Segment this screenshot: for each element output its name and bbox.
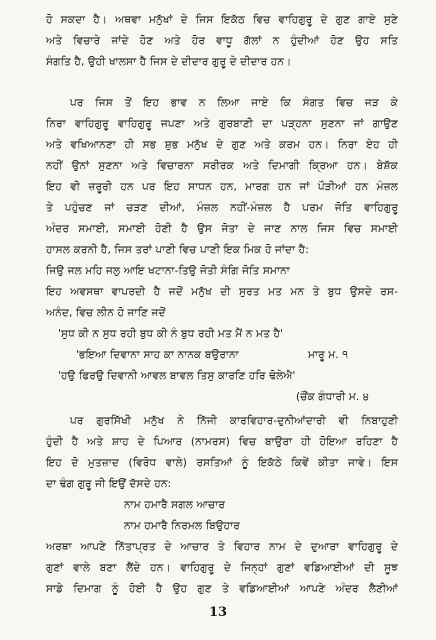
scripture-quote: 'ਹਉ ਫਿਰਉ ਦਿਵਾਨੀ ਆਵਲ ਬਾਵਲ ਤਿਸੁ ਕਾਰਣਿ ਹਰਿ ਢੋਲੇਐ' (58, 370, 296, 382)
page-number: 13 (208, 605, 228, 620)
text-line: ਗੁਣਾਂ ਵਾਲੇ ਬਣਾ ਲੈਂਦੇ ਹਨ। ਵਾਹਿਗੁਰੂ ਦੇ ਜਿਨ੍ਹਾਂ ਗੁਣਾਂ ਵਡਿਆਈਆਂ ਦੀ ਸੂਝ (46, 562, 398, 574)
text-line: ਨਹੀਂ ਉਨਾਂ ਸੁਣਨਾ ਅਤੇ ਵਿਚਾਰਨਾ ਸਰੀਰਕ ਅਤੇ ਦਿਮਾਗੀ ਕ੍ਰਿਆ ਹਨ। ਬੇਸ਼ੱਕ (46, 160, 398, 172)
quote-reference: ਮਾਰੂ ਮ. ੧ (308, 349, 349, 361)
scripture-quote: ਜਿਉ ਜਲ ਮਹਿ ਜਲੁ ਆਇ ਖਟਾਨਾ-ਤਿਉ ਜੋਤੀ ਸੰਗਿ ਜੋਤਿ ਸਮਾਨਾ (46, 265, 290, 277)
scripture-quote: 'ਭਇਆ ਦਿਵਾਨਾ ਸਾਹ ਕਾ ਨਾਨਕ ਬਉਰਾਨਾ (76, 349, 239, 361)
text-line: ਸਾਡੇ ਦਿਮਾਗ ਨੂੰ ਹੋਈ ਹੈ ਉਹ ਗੁਣ ਤੇ ਵਡਿਆਈਆਂ ਆਪਣੇ ਅੰਦਰ ਲੈਣੀਆਂ (46, 583, 398, 595)
scripture-quote: ਨਾਮ ਹਮਾਰੈ ਨਿਰਮਲ ਬਿਉਹਾਰ (124, 520, 240, 532)
text-line: ਅਨੰਦ, ਵਿਚ ਲੀਨ ਹੋ ਜਾਣਿ ਜਦੋਂ (46, 307, 166, 319)
text-line: ਇਹ ਅਵਸਥਾ ਵਾਪਰਦੀ ਹੈ ਜਦੋਂ ਮਨੁੱਖ ਦੀ ਸੁਰਤ ਮਤ ਮਨ ਤੇ ਬੁਧ ਉਸਦੇ ਰਸ- (46, 286, 398, 298)
scripture-quote: ਨਾਮ ਹਮਾਰੈ ਸਗਲ ਆਚਾਰ (124, 499, 226, 511)
text-line: ਸੰਗਤਿ ਹੈ, ਉਹੀ ਖਾਲਸਾ ਹੈ ਜਿਸ ਦੇ ਦੀਦਾਰ ਗੁਰੂ ਦੇ ਦੀਦਾਰ ਹਨ। (46, 56, 292, 68)
scripture-quote: 'ਸੁਧ ਕੀ ਨ ਸੁਧ ਰਹੀ ਬੁਧ ਕੀ ਨੰ ਬੁਧ ਰਹੀ ਮਤ ਮੈਂ ਨ ਮਤ ਹੈ' (58, 328, 284, 340)
text-line: ਇਹ ਵੀ ਜ਼ਰੂਰੀ ਹਨ ਪਰ ਇਹ ਸਾਧਨ ਹਨ, ਮਾਰਗ ਹਨ ਜਾਂ ਪੌੜੀਆਂ ਹਨ ਮੰਜ਼ਲ (46, 181, 398, 193)
text-line: ਇਹ ਦੋ ਮੁਤਜ਼ਾਦ (ਵਿਰੋਧ ਵਾਲੇ) ਰਸਤਿਆਂ ਨੂੰ ਇਕੱਠੇ ਕਿਵੇਂ ਕੀਤਾ ਜਾਵੇ। ਇਸ (46, 457, 398, 469)
text-line: ਹੁੰਦੀ ਹੈ ਅਤੇ ਸ਼ਾਹ ਦੇ ਪਿਆਰ (ਨਾਮਰਸ) ਵਿਚ ਬਾਉਰਾ ਹੀ ਹੋਇਆ ਰਹਿਣਾ ਹੈ (46, 436, 398, 448)
text-line: ਅੰਦਰ ਸਮਾਈ, ਸਮਾਈ ਹੋਣੀ ਹੈ ਉਸ ਜੋਤਾ ਦੇ ਜਾਣ ਨਾਲ ਜਿਸ ਵਿਚ ਸਮਾਈ (46, 223, 398, 235)
text-line: ਪਰ ਜਿਸ ਤੋਂ ਇਹ ਭਾਵ ਨ ਲਿਆ ਜਾਏ ਕਿ ਸੰਗਤ ਵਿਚ ਜੜ ਕੇ (70, 97, 398, 109)
text-line: ਪਰ ਗੁਰਸਿੱਖੀ ਮਨੁੱਖ ਨੇ ਨਿੱਜੀ ਕਾਰਵਿਹਾਰ-ਦੁਨੀਆਂਦਾਰੀ ਵੀ ਨਿਬਾਹੁਣੀ (70, 415, 398, 427)
text-line: ਹੋ ਸਕਦਾ ਹੈ। ਅਥਵਾ ਮਨੁੱਖਾਂ ਦੇ ਜਿਸ ਇਕੱਠ ਵਿਚ ਵਾਹਿਗੁਰੂ ਦੇ ਗੁਣ ਗਾਏ ਸੁਣੇ (46, 14, 398, 26)
text-line: ਦਾ ਢੰਗ ਗੁਰੂ ਜੀ ਇਉਂ ਦੱਸਦੇ ਹਨ: (46, 478, 172, 490)
text-line: ਅਰਥਾ ਆਪਣੇ ਨਿੱਤਾਪ੍ਰਤ ਦੇ ਆਚਾਰ ਤੇ ਵਿਹਾਰ ਨਾਮ ਦੇ ਦੁਆਰਾ ਵਾਹਿਗੁਰੂ ਦੇ (46, 541, 398, 553)
text-line: ਅਤੇ ਵਿਚਾਰੇ ਜਾਂਦੇ ਹੋਣ ਅਤੇ ਹੋਰ ਵਾਧੂ ਗੱਲਾਂ ਨ ਹੁੰਦੀਆਂ ਹੋਣ ਉਹ ਸਤਿ (46, 35, 398, 47)
text-line: ਤੇ ਪਹੁੰਚਣ ਜਾਂ ਚੜਣ ਦੀਆਂ, ਮੰਜ਼ਲ ਨਹੀਂ-ਮੰਜ਼ਲ ਹੈ ਪਰਮ ਜੋਤਿ ਵਾਹਿਗੁਰੂ (46, 202, 398, 214)
quote-reference: (ਚੌਂਕ ਗੰਧਾਰੀ ਮ. ੪ (296, 391, 370, 403)
text-line: ਨਿਰਾ ਵਾਹਿਗੁਰੂ ਵਾਹਿਗੁਰੂ ਜਪਣਾ ਅਤੇ ਗੁਰਬਾਣੀ ਦਾ ਪੜ੍ਹਨਾ ਸੁਣਨਾ ਜਾਂ ਗਾਉਣ (46, 118, 398, 130)
text-line: ਅਤੇ ਵਖਿਆਨਣਾ ਹੀ ਸਭ ਸ਼ੁਭ ਮਨੁੱਖ ਦੇ ਗੁਣ ਅਤੇ ਕਰਮ ਹਨ। ਨਿਰਾ ਏਹ ਹੀ (46, 139, 398, 151)
text-line: ਹਾਸਲ ਕਰਨੀ ਹੈ, ਜਿਸ ਤਰਾਂ ਪਾਣੀ ਵਿਚ ਪਾਣੀ ਇਕ ਮਿਕ ਹੋ ਜਾਂਦਾ ਹੈ: (46, 244, 309, 256)
